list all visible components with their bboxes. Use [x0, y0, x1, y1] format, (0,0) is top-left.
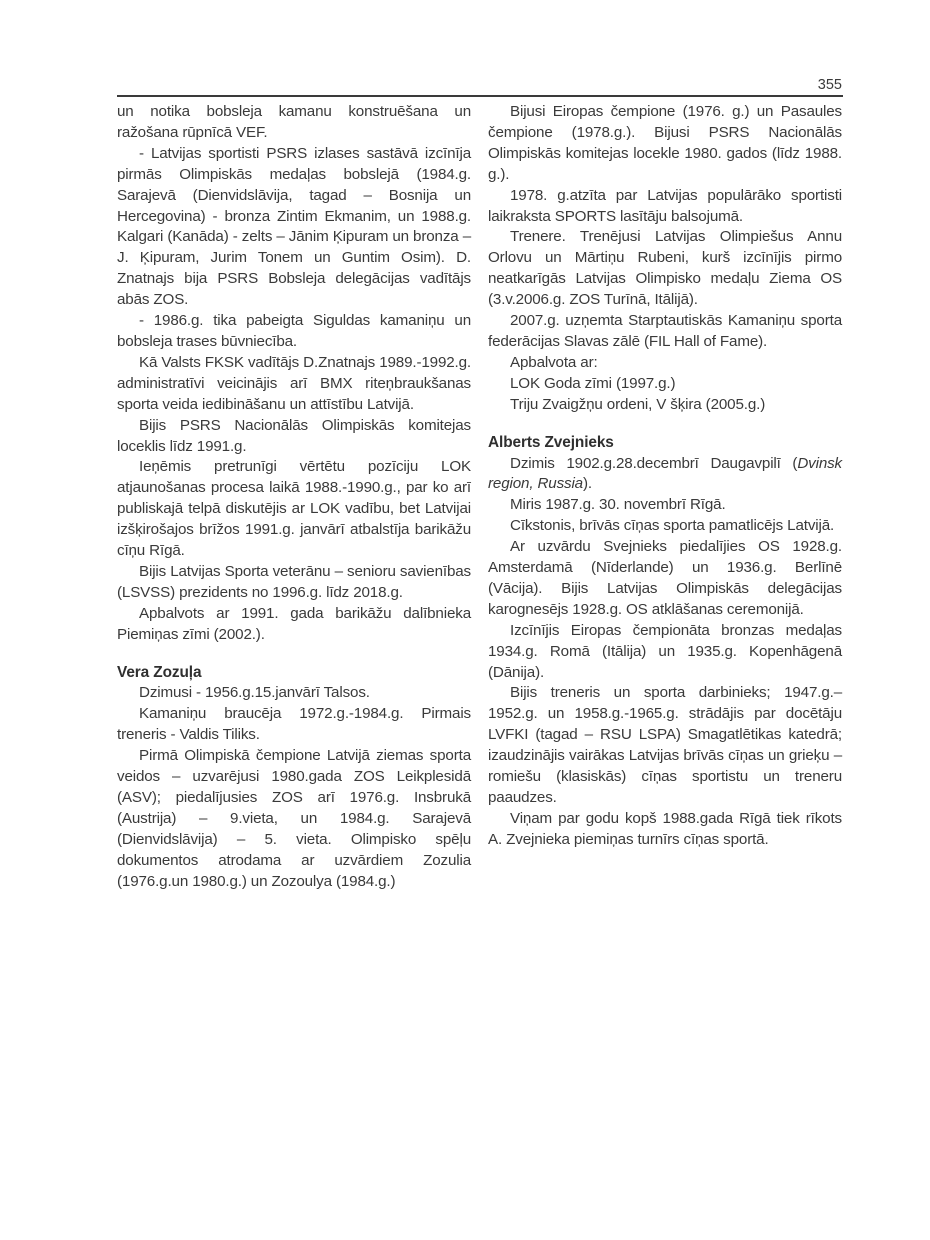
paragraph: un notika bobsleja kamanu konstruēšana un ražošana rūpnīcā VEF. — [117, 103, 471, 141]
paragraph: Bijis treneris un sporta darbinieks; 1947.g.–1952.g. un 1958.g.-1965.g. strādājis par docētāju LVFKI (tagad – RSU LSPA) Smagatlētikas katedrā; izaudzinājis vairākas Latvijas brīvās cīņas un grieķu – romiešu (klasiskās) cīņas sportistu un treneru paaudzes. — [488, 684, 842, 806]
italic-text-run: Dvinsk region, Russia — [488, 454, 842, 493]
paragraph: Kā Valsts FKSK vadītājs D.Znatnajs 1989.-1992.g. administratīvi veicinājis arī BMX riteņbraukšanas sporta veida iedibināšanu un attīstību Latvijā. — [117, 353, 471, 413]
header-rule — [117, 95, 843, 97]
paragraph: Trenere. Trenējusi Latvijas Olimpiešus Annu Orlovu un Mārtiņu Rubeni, kurš izcīnījis pirmo neatkarīgās Latvijas Olimpisko medaļu Ziema OS (3.v.2006.g. ZOS Turīnā, Itālijā). — [488, 228, 842, 309]
paragraph: Triju Zvaigžņu ordeni, V šķira (2005.g.) — [510, 395, 766, 413]
paragraph: Kamaniņu braucēja 1972.g.-1984.g. Pirmais treneris - Valdis Tiliks. — [117, 705, 471, 744]
text-run: Dzimis 1902.g.28.decembrī Daugavpilī ( — [510, 454, 798, 472]
paragraph: Bijusi Eiropas čempione (1976. g.) un Pasaules čempione (1978.g.). Bijusi PSRS Nacionālās Olimpiskās komitejas locekle 1980. gados (līdz 1988. g.). — [488, 103, 842, 183]
left-column — [117, 102, 471, 893]
paragraph: Miris 1987.g. 30. novembrī Rīgā. — [510, 496, 726, 514]
paragraph: Bijis Latvijas Sporta veterānu – senioru savienības (LSVSS) prezidents no 1996.g. līdz 2018.g. — [117, 562, 471, 601]
page-number: 355 — [817, 77, 842, 93]
paragraph: Apbalvots ar 1991. gada barikāžu dalībnieka Piemiņas zīmi (2002.). — [117, 604, 471, 643]
paragraph: LOK Goda zīmi (1997.g.) — [510, 374, 676, 392]
paragraph: 1978. g.atzīta par Latvijas populārāko sportisti laikraksta SPORTS lasītāju balsojumā. — [488, 186, 842, 225]
section-heading-alberts-zvejnieks: Alberts Zvejnieks — [488, 433, 614, 451]
paragraph: - Latvijas sportisti PSRS izlases sastāvā izcīnīja pirmās Olimpiskās medaļas bobslejā (1984.g. Sarajevā (Dienvidslāvija, tagad – Bosnija un Hercegovina) - bronza Zintim Ekmanim, un 1988.g. Kalgari (Kanāda) - zelts – Jānim Ķipuram un bronza – J. Ķipuram, Jurim Tonem un Guntim Osim). D. Znatnajs bija PSRS Bobsleja delegācijas vadītājs abās ZOS. — [117, 144, 471, 309]
paragraph — [488, 454, 842, 496]
page-content — [117, 102, 843, 893]
paragraph: 2007.g. uzņemta Starptautiskās Kamaniņu sporta federācijas Slavas zālē (FIL Hall of Fame). — [488, 312, 842, 350]
section-heading-vera-zozula: Vera Zozuļa — [117, 663, 202, 681]
paragraph: Apbalvota ar: — [510, 353, 598, 371]
paragraph: - 1986.g. tika pabeigta Siguldas kamaniņu un bobsleja trases būvniecība. — [117, 312, 471, 350]
paragraph: Viņam par godu kopš 1988.gada Rīgā tiek rīkots A. Zvejnieka piemiņas turnīrs cīņas sportā. — [488, 809, 842, 848]
right-column — [488, 102, 842, 893]
paragraph: Cīkstonis, brīvās cīņas sporta pamatlicējs Latvijā. — [510, 517, 835, 535]
paragraph: Bijis PSRS Nacionālās Olimpiskās komitejas loceklis līdz 1991.g. — [117, 416, 471, 455]
paragraph: Pirmā Olimpiskā čempione Latvijā ziemas sporta veidos – uzvarējusi 1980.gada ZOS Leikplesidā (ASV); piedalījusies ZOS arī 1976.g. Insbrukā (Austrija) – 9.vieta, un 1984.g. Sarajevā (Dienvidslāvija) – 5. vieta. Olimpisko spēļu dokumentos atrodama ar uzvārdiem Zozulia (1976.g.un 1980.g.) un Zozoulya (1984.g.) — [117, 747, 471, 890]
paragraph: Ar uzvārdu Svejnieks piedalījies OS 1928.g. Amsterdamā (Nīderlande) un 1936.g. Berlīnē (Vācija). Bijis Latvijas Olimpiskās delegācijas karognesējs 1928.g. OS atklāšanas ceremonijā. — [488, 538, 842, 618]
paragraph: Izcīnījis Eiropas čempionāta bronzas medaļas 1934.g. Romā (Itālija) un 1935.g. Kopenhāgenā (Dānija). — [488, 621, 842, 681]
text-run: ). — [582, 475, 592, 493]
paragraph: Ieņēmis pretrunīgi vērtētu pozīciju LOK atjaunošanas procesa laikā 1988.-1990.g., par ko arī publiskajā telpā diskutējis ar LOK vadību, bet Latvijai izšķirošajos brīžos 1991.g. janvārī atbalstīja barikāžu cīņu Rīgā. — [117, 458, 471, 560]
paragraph: Dzimusi - 1956.g.15.janvārī Talsos. — [139, 684, 370, 702]
